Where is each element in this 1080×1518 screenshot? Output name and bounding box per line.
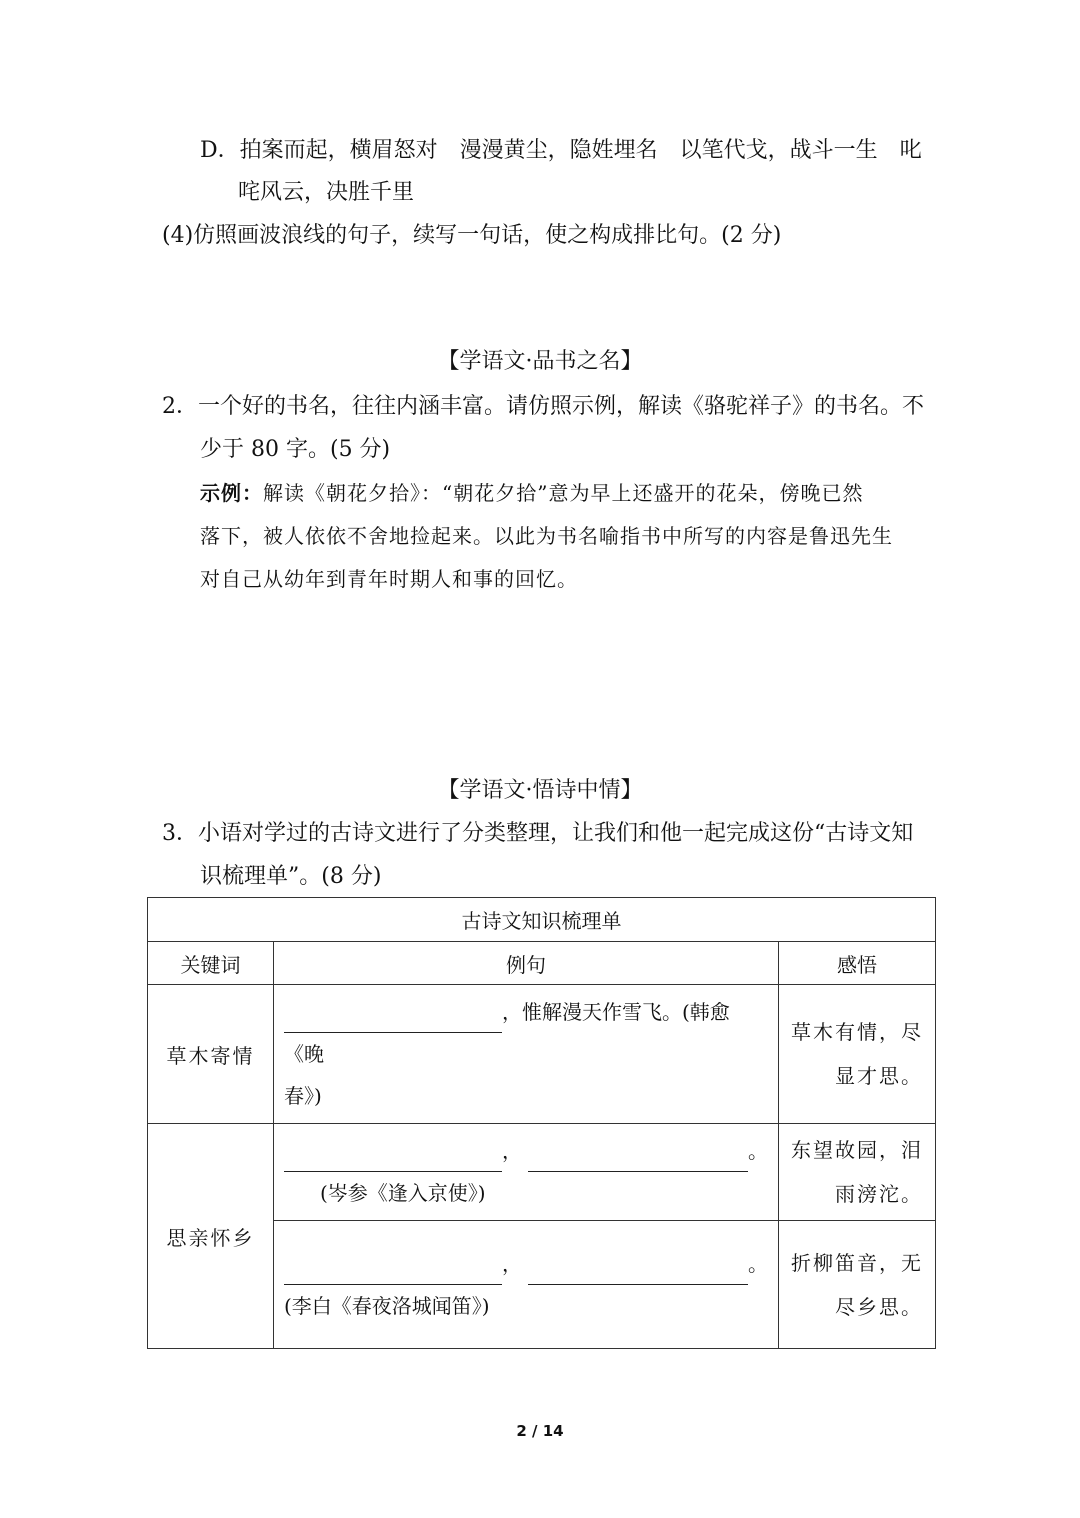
- answer-blank[interactable]: [528, 1262, 748, 1285]
- insight-line2: 雨滂沱。: [835, 1182, 924, 1206]
- period: 。: [748, 1251, 768, 1276]
- example-cell: [274, 1221, 779, 1349]
- keyword-cell: 思亲怀乡: [148, 1124, 274, 1349]
- page-number: 2 / 14: [516, 1422, 564, 1440]
- insight-line2: 显才思。: [835, 1064, 924, 1088]
- answer-blank[interactable]: [284, 1262, 502, 1285]
- period: 。: [748, 1139, 768, 1163]
- question-2-line1: 2．一个好的书名，往往内涵丰富。请仿照示例，解读《骆驼祥子》的书名。不: [162, 394, 924, 419]
- question-3-line2: 识梳理单”。(8 分): [200, 864, 382, 889]
- example-label: 示例：: [200, 481, 263, 505]
- example-line3: 对自己从幼年到青年时期人和事的回忆。: [200, 567, 578, 591]
- example-line1-text: 解读《朝花夕拾》：“朝花夕拾”意为早上还盛开的花朵，傍晚已然: [263, 481, 864, 505]
- question-3-line1: 3．小语对学过的古诗文进行了分类整理，让我们和他一起完成这份“古诗文知: [162, 821, 914, 846]
- table-row: [148, 985, 936, 1124]
- option-d-line2: 咤风云，决胜千里: [238, 180, 415, 205]
- header-example: 例句: [274, 942, 779, 985]
- insight-cell: [779, 985, 936, 1124]
- question-2-line2: 少于 80 字。(5 分): [200, 437, 391, 462]
- insight-cell: [779, 1124, 936, 1221]
- header-keyword: 关键词: [148, 942, 274, 985]
- keyword-cell: 草木寄情: [148, 985, 274, 1124]
- header-insight: 感悟: [779, 942, 936, 985]
- answer-blank[interactable]: [284, 1149, 502, 1172]
- answer-blank[interactable]: [284, 1010, 502, 1033]
- section-2-heading: 【学语文·品书之名】: [437, 349, 643, 374]
- insight-line1: 东望故园，泪: [791, 1138, 923, 1162]
- insight-cell: [779, 1221, 936, 1349]
- insight-line1: 折柳笛音，无: [791, 1250, 923, 1275]
- insight-line2: 尽乡思。: [835, 1294, 924, 1319]
- table-row: [148, 1124, 936, 1221]
- poetry-review-table: [147, 897, 936, 1349]
- comma: ，: [502, 1251, 522, 1276]
- example-cell: [274, 985, 779, 1124]
- example-text-line2: 春》): [284, 1084, 322, 1108]
- source-text: (李白《春夜洛城闻笛》): [284, 1293, 490, 1318]
- answer-blank[interactable]: [528, 1149, 748, 1172]
- question-4-text: (4)仿照画波浪线的句子，续写一句话，使之构成排比句。(2 分): [162, 223, 782, 248]
- table-title: 古诗文知识梳理单: [148, 898, 936, 942]
- section-3-heading: 【学语文·悟诗中情】: [437, 778, 643, 803]
- example-line1: [200, 478, 863, 508]
- source-text: (岑参《逢入京使》): [320, 1181, 486, 1205]
- example-cell: [274, 1124, 779, 1221]
- option-d-line1: D．拍案而起，横眉怒对 漫漫黄尘，隐姓埋名 以笔代戈，战斗一生 叱: [200, 138, 922, 163]
- comma: ，: [502, 1139, 522, 1163]
- example-text: ，惟解漫天作雪飞。(韩愈《晚: [284, 1000, 730, 1066]
- example-line2: 落下，被人依依不舍地捡起来。以此为书名喻指书中所写的内容是鲁迅先生: [200, 524, 893, 548]
- insight-line1: 草木有情，尽: [791, 1020, 923, 1044]
